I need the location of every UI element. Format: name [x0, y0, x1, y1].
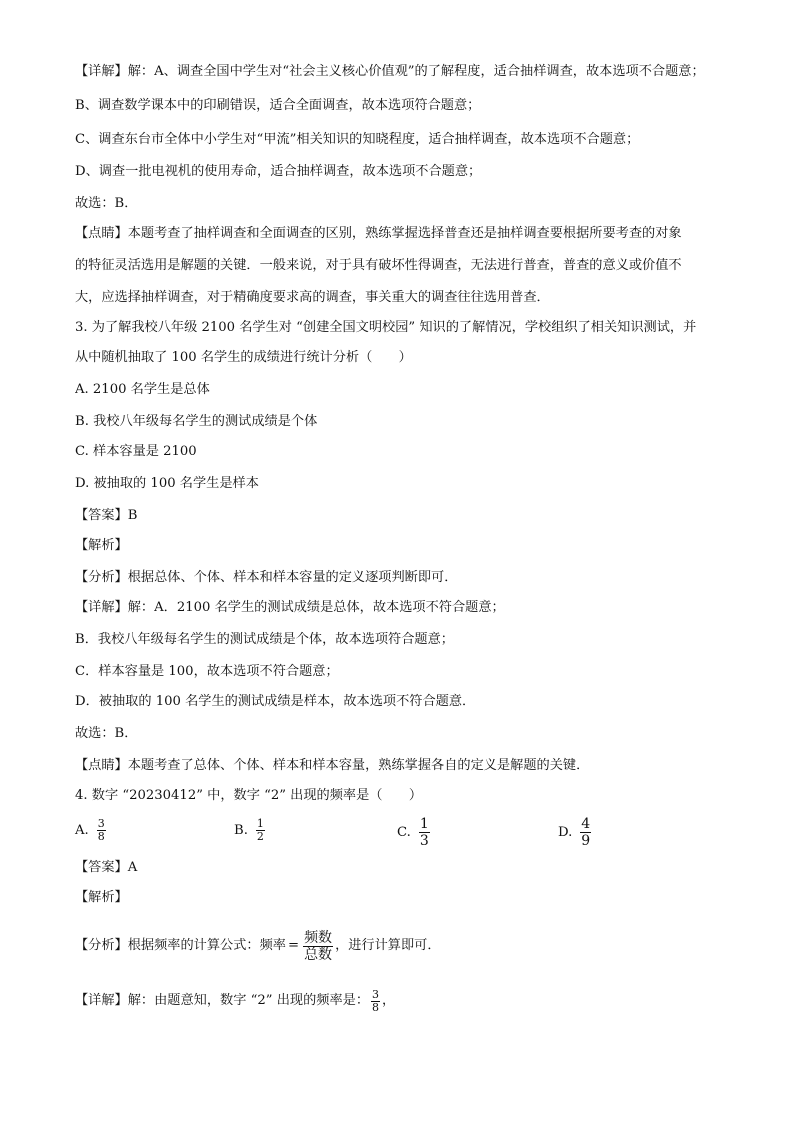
- comment-line: 大，应选择抽样调查，对于精确度要求高的调查，事关重大的调查往往选用普查．: [75, 290, 550, 305]
- fraction-denominator: 总数: [304, 946, 333, 963]
- question-3-detail: B．我校八年级每名学生的测试成绩是个体，故本选项符合题意；: [75, 632, 454, 647]
- fraction-numerator: 1: [256, 817, 264, 830]
- fraction-denominator: 9: [581, 833, 591, 849]
- question-3-analysis-heading: 【解析】: [75, 538, 128, 553]
- fraction-denominator: 8: [97, 830, 105, 843]
- fraction-denominator: 2: [256, 830, 264, 843]
- formula-fraction: [303, 930, 333, 963]
- analysis-text: ，进行计算即可．: [335, 938, 441, 953]
- detail-text: ，: [382, 993, 396, 1008]
- question-3-answer: 【答案】B: [75, 508, 138, 523]
- option-label: C.: [397, 824, 411, 840]
- question-3-detail: C．样本容量是 100，故本选项不符合题意；: [75, 664, 339, 679]
- question-4-option-c: [397, 816, 432, 849]
- explanation-line: B、调查数学课本中的印刷错误，适合全面调查，故本选项符合题意；: [75, 98, 481, 113]
- explanation-line: 【详解】解：A、调查全国中学生对“社会主义核心价值观”的了解程度，适合抽样调查，故本选项不合题意；: [75, 64, 705, 79]
- option-label: D.: [558, 824, 573, 840]
- fraction-denominator: 8: [372, 1000, 380, 1014]
- question-3-stem: 从中随机抽取了 100 名学生的成绩进行统计分析（ ）: [75, 350, 412, 365]
- analysis-text: 【分析】根据频率的计算公式：频率: [75, 938, 286, 953]
- comment-line: 的特征灵活选用是解题的关键．一般来说，对于具有破坏性得调查，无法进行普查，普查的意义或价值不: [75, 258, 682, 273]
- option-fraction: [580, 816, 591, 849]
- question-4-option-b: [234, 818, 267, 843]
- comment-line: 【点睛】本题考查了抽样调查和全面调查的区别，熟练掌握选择普查还是抽样调查要根据所要考查的对象: [75, 226, 682, 241]
- question-3-comment: 【点睛】本题考查了总体、个体、样本和样本容量，熟练掌握各自的定义是解题的关键．: [75, 758, 590, 773]
- question-4-analysis: [75, 926, 735, 966]
- fraction-numerator: 频数: [304, 929, 333, 946]
- question-3-option-d: D. 被抽取的 100 名学生是样本: [75, 476, 259, 491]
- fraction-numerator: 1: [419, 816, 429, 832]
- answer-choice-line: 故选：B．: [75, 196, 138, 211]
- question-4-option-d: [558, 816, 593, 849]
- question-4-option-a: [75, 818, 108, 843]
- question-4-analysis-heading: 【解析】: [75, 890, 128, 905]
- option-fraction: [256, 818, 265, 843]
- question-4-detail: [75, 984, 735, 1018]
- option-fraction: [419, 816, 430, 849]
- fraction-denominator: 3: [419, 833, 429, 849]
- detail-text: 【详解】解：由题意知，数字 “2” 出现的频率是：: [75, 993, 370, 1008]
- question-3-choice: 故选：B．: [75, 726, 138, 741]
- question-4-answer: 【答案】A: [75, 860, 138, 875]
- question-4-stem: 4. 数字 “20230412” 中，数字 “2” 出现的频率是（ ）: [75, 788, 423, 803]
- option-label: B.: [234, 822, 248, 838]
- equals-sign: =: [288, 938, 300, 953]
- question-3-option-b: B. 我校八年级每名学生的测试成绩是个体: [75, 414, 318, 429]
- result-fraction: [371, 989, 380, 1014]
- question-3-detail: D．被抽取的 100 名学生的测试成绩是样本，故本选项不符合题意．: [75, 694, 476, 709]
- option-label: A.: [75, 822, 89, 838]
- question-3-analysis: 【分析】根据总体、个体、样本和样本容量的定义逐项判断即可．: [75, 570, 458, 585]
- question-3-stem: 3. 为了解我校八年级 2100 名学生对 “创建全国文明校园” 知识的了解情况，学校组织了相关知识测试，并: [75, 320, 697, 335]
- explanation-line: D、调查一批电视机的使用寿命，适合抽样调查，故本选项不合题意；: [75, 164, 482, 179]
- fraction-numerator: 3: [97, 817, 105, 830]
- question-3-option-a: A. 2100 名学生是总体: [75, 382, 210, 397]
- question-3-detail: 【详解】解：A．2100 名学生的测试成绩是总体，故本选项不符合题意；: [75, 600, 505, 615]
- question-3-option-c: C. 样本容量是 2100: [75, 444, 197, 459]
- option-fraction: [97, 818, 106, 843]
- fraction-numerator: 3: [372, 987, 380, 1001]
- explanation-line: C、调查东台市全体中小学生对“甲流”相关知识的知晓程度，适合抽样调查，故本选项不合题意；: [75, 132, 640, 147]
- fraction-numerator: 4: [581, 816, 591, 832]
